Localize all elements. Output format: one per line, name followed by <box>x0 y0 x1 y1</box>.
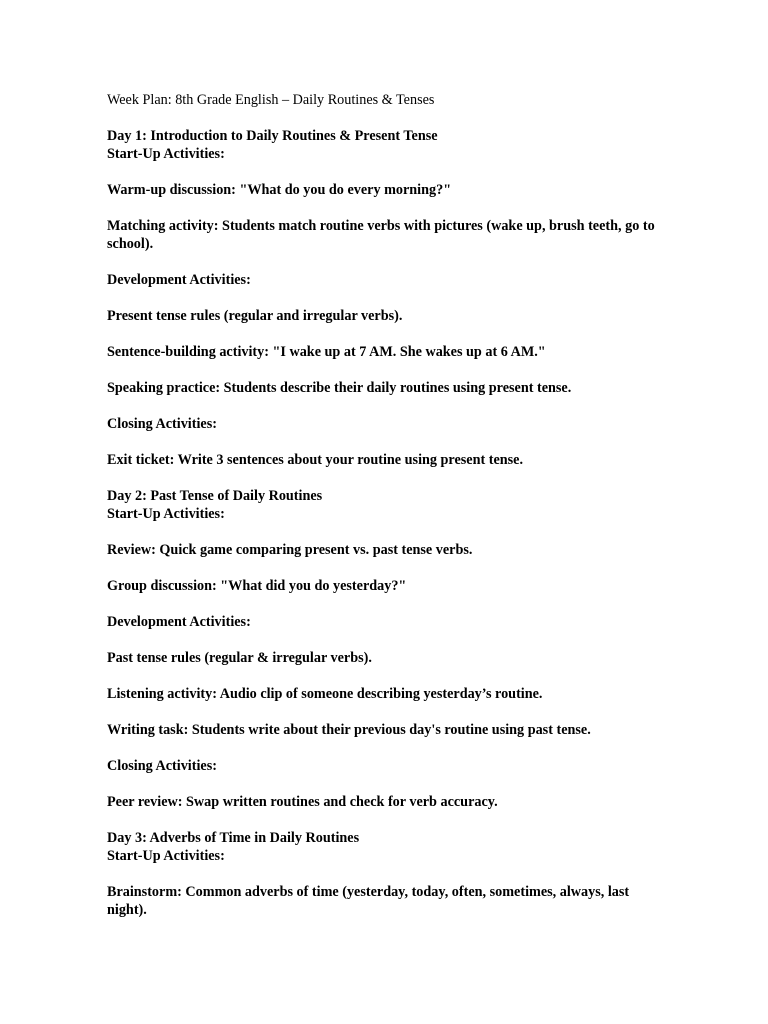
day-3-startup-item: Brainstorm: Common adverbs of time (yesterday, today, often, sometimes, always, last night). <box>107 884 630 918</box>
day-1-startup-item: Matching activity: Students match routine verbs with pictures (wake up, brush teeth, go to school). <box>107 218 655 252</box>
day-2-closing-label: Closing Activities: <box>107 758 217 774</box>
day-2-development-item: Writing task: Students write about their previous day's routine using past tense. <box>107 722 591 738</box>
day-1-startup-label: Start-Up Activities: <box>107 146 225 162</box>
day-2-development-item: Past tense rules (regular & irregular verbs). <box>107 650 372 666</box>
day-2-development-item: Listening activity: Audio clip of someone describing yesterday’s routine. <box>107 686 543 702</box>
day-2-development-label: Development Activities: <box>107 614 251 630</box>
day-2-closing-item: Peer review: Swap written routines and check for verb accuracy. <box>107 794 498 810</box>
document-title: Week Plan: 8th Grade English – Daily Routines & Tenses <box>107 92 435 108</box>
day-1-development-label: Development Activities: <box>107 272 251 288</box>
day-2-heading: Day 2: Past Tense of Daily Routines <box>107 488 323 504</box>
day-1-development-item: Sentence-building activity: "I wake up at 7 AM. She wakes up at 6 AM." <box>107 344 546 360</box>
day-3-heading: Day 3: Adverbs of Time in Daily Routines <box>107 830 360 846</box>
day-1-closing-item: Exit ticket: Write 3 sentences about your routine using present tense. <box>107 452 524 468</box>
day-2-startup-item: Review: Quick game comparing present vs. past tense verbs. <box>107 542 473 558</box>
day-2-startup-item: Group discussion: "What did you do yesterday?" <box>107 578 407 594</box>
day-1-closing-label: Closing Activities: <box>107 416 217 432</box>
day-1-heading: Day 1: Introduction to Daily Routines & Present Tense <box>107 128 438 144</box>
day-1-development-item: Speaking practice: Students describe their daily routines using present tense. <box>107 380 572 396</box>
day-2-startup-label: Start-Up Activities: <box>107 506 225 522</box>
day-3-startup-label: Start-Up Activities: <box>107 848 225 864</box>
day-1-startup-item: Warm-up discussion: "What do you do every morning?" <box>107 182 452 198</box>
document-page <box>107 91 667 919</box>
day-1-development-item: Present tense rules (regular and irregular verbs). <box>107 308 403 324</box>
